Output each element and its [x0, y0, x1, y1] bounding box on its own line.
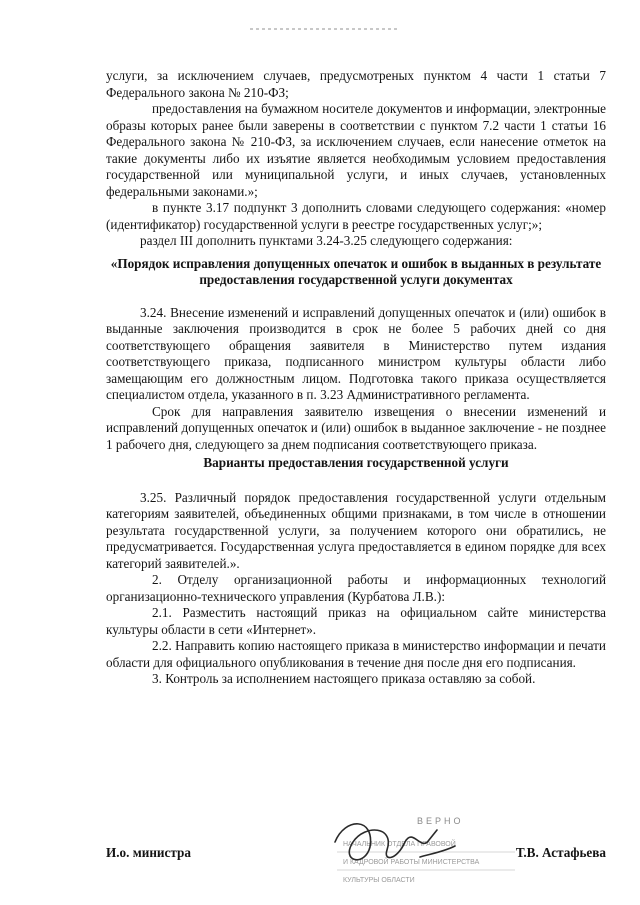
paragraph: 3.25. Различный порядок предоставления государственной услуги отдельным категориям заявителей, объединенных общими признаками, в том числе в отношении результата государственной услуги, за получением которого они обратились, не предусматривается. Государственная услуга предоставляется в едином порядке для всех категорий заявителей.». — [106, 489, 606, 571]
paragraph: 2. Отделу организационной работы и информационных технологий организационно-технического управления (Курбатова Л.В.): — [106, 572, 606, 604]
document-body — [106, 68, 606, 688]
section-heading: Варианты предоставления государственной услуги — [203, 455, 509, 470]
paragraph: Срок для направления заявителю извещения о внесении изменений и исправлений допущенных опечаток и (или) ошибок в выданное заключение - не позднее 1 рабочего дня, следующего за днем подписания соответствующего приказа. — [106, 403, 606, 452]
paragraph: 2.1. Разместить настоящий приказ на официальном сайте министерства культуры области в сети «Интернет». — [106, 605, 606, 637]
paragraph: в пункте 3.17 подпункт 3 дополнить словами следующего содержания: «номер (идентификатор) государственной услуги в реестре государственных услуг;»; — [106, 200, 606, 232]
paragraph: 3. Контроль за исполнением настоящего приказа оставляю за собой. — [152, 671, 536, 686]
signatory-name: Т.В. Астафьева — [515, 845, 606, 860]
paragraph: 3.24. Внесение изменений и исправлений допущенных опечаток и (или) ошибок в выданные заключения производится в срок не более 5 рабочих дней со дня соответствующего обращения заявителя в Министерство путем издания соответствующего приказа, подписанного министром культуры области либо замещающим его должностным лицом. Подготовка такого приказа осуществляется специалистом отдела, указанного в п. 3.23 Административного регламента. — [106, 304, 606, 402]
paragraph: 2.2. Направить копию настоящего приказа в министерство информации и печати области для официального опубликования в течение дня после дня его подписания. — [106, 638, 606, 670]
section-heading: «Порядок исправления допущенных опечаток и ошибок в выданных в результате предоставления государственной услуги документах — [110, 255, 602, 287]
paragraph: раздел III дополнить пунктами 3.24-3.25 следующего содержания: — [140, 233, 513, 248]
scan-artifact — [250, 28, 400, 30]
signatory-position: И.о. министра — [106, 845, 191, 860]
signature-block — [106, 845, 606, 865]
paragraph: предоставления на бумажном носителе документов и информации, электронные образы которых ранее были заверены в соответствии с пунктом 7.2 части 1 статьи 16 Федерального закона № 210-ФЗ, за исключением случаев, если нанесение отметок на такие документы либо их изъятие является необходимым условием предоставления государственной или муниципальной услуги, и иных случаев, установленных федеральными законами.»; — [106, 101, 606, 199]
stamp-line: КУЛЬТУРЫ ОБЛАСТИ — [343, 877, 415, 884]
paragraph: услуги, за исключением случаев, предусмотреных пунктом 4 части 1 статьи 7 Федерального закона № 210-ФЗ; — [106, 68, 606, 100]
stamp-title: ВЕРНО — [417, 816, 464, 826]
stamp-line: И КАДРОВОЙ РАБОТЫ МИНИСТЕРСТВА — [343, 859, 480, 866]
stamp-line: НАЧАЛЬНИК ОТДЕЛА ПРАВОВОЙ — [343, 841, 456, 848]
